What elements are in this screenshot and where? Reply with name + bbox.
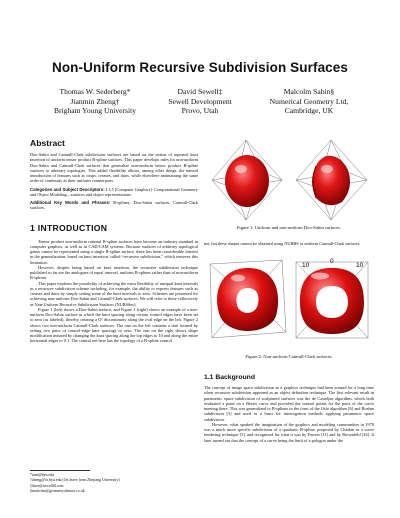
author-name: Jianmin Zheng† — [70, 96, 120, 106]
author-block-2 — [150, 87, 250, 116]
surface-left — [225, 155, 269, 207]
introduction-body — [30, 239, 198, 344]
knot-spacing-label: 10 — [302, 262, 310, 269]
background-section — [204, 374, 374, 443]
background-body — [204, 385, 374, 443]
footnote-rule — [30, 470, 90, 471]
author-location: Provo, Utah — [181, 106, 219, 116]
surface-dart-torus — [217, 268, 278, 331]
author-location: Cambridge, UK — [284, 106, 334, 116]
footnotes — [30, 470, 198, 494]
abstract-body — [30, 152, 198, 211]
right-column-continuation — [204, 241, 374, 246]
author-name: David Sewell‡ — [177, 87, 223, 96]
keywords-label: Additional Key Words and Phrases: — [30, 200, 111, 205]
author-block-3 — [254, 87, 364, 116]
footnote: †zheng@cs.byu.edu (On leave from Zhejiang University) — [30, 478, 120, 483]
author-name: Malcolm Sabin§ — [283, 87, 335, 96]
knot-spacing-label: 10 — [356, 262, 364, 269]
figure-2-caption: Figure 2: Non-uniform Catmull-Clark surfaces. — [245, 354, 333, 359]
left-column — [30, 138, 198, 344]
knot-spacing-label: 0 — [330, 258, 334, 265]
abstract-text: Doo-Sabin and Catmull-Clark subdivision surfaces are based on the notion of repeated knot insertion of uniform tensor product B-spline surfaces. This paper develops rules for non-uniform Doo-Sabin and Catmull-Clark surfaces that generalize non-uniform tensor product B-spline surfaces to arbitrary topologies. This added flexibility allows, among other things, the natural introduction of features such as cusps, creases, and darts, while elsewhere maintaining the same order of continuity as their uniform counterparts. — [30, 152, 198, 184]
paragraph: The concept of image space subdivision as a graphics technique had been around for a long time when recursive subdivision appeared as an object definition technique. The first relevant result in parametric space subdivision of sculptured surfaces was the de Casteljau algorithm, which both evaluated a point on a Bézier curve and provided the control points for the parts of the curve meeting there. This was generalized to B-splines in the form of the Oslo algorithm [6] and Boehm subdivision [3] and used as a basis for interrogation methods applying parametric space subdivision. — [204, 385, 374, 422]
keywords-line — [30, 200, 198, 211]
categories-text: I.3.5 [Computer Graphics]: Computational Geometry and Object Modeling—surfaces and object representations. — [30, 186, 198, 197]
author-affiliation: Sewell Development — [168, 96, 232, 106]
section-heading-background: 1.1 Background — [204, 374, 255, 381]
figure-1-caption: Figure 1: Uniform and non-uniform Doo-Sabin surfaces. — [236, 225, 342, 230]
paragraph: Tensor product non-uniform rational B-spline surfaces have become an industry standard in computer graphics, as well as in CAD/CAM systems. Because surfaces of arbitrary topological genus cannot be represented using a single B-spline surface, there has been considerable interest in the generalization, based on knot insertion, called “recursive subdivision,” which removes this limitation. — [30, 238, 198, 265]
paragraph: This paper explores the possibility of achieving the extra flexibility of unequal knot intervals in a recursive subdivision scheme including, for example, the ability to express features such as creases and darts by simply setting some of the knot intervals to zero. Schemes are presented for achieving non-uniform Doo-Sabin and Catmull-Clark surfaces. We will refer to these collectively as Non-Uniform Recursive Subdivision Surfaces (NURSSes). — [30, 280, 198, 307]
abstract-heading: Abstract — [30, 138, 65, 148]
figure-1-image — [204, 136, 374, 224]
author-name: Thomas W. Sederberg* — [59, 87, 131, 96]
categories-line — [30, 187, 198, 198]
paper-title: Non-Uniform Recursive Subdivision Surfaces — [51, 60, 348, 75]
paragraph: Figure 1 (left) shows a Doo-Sabin surface, and Figure 1 (right) shows an example of a non-uniform Doo-Sabin surface in which the knot spacing along certain control edges have been set to zero (as labeled), thereby creating a G¹ discontinuity along the oval edge on the left. Figure 2 shows two non-uniform Catmull-Clark surfaces. The one on the left contains a dart formed by setting two pairs of control-edge knot spacings to zero. The one on the right shows shape modification induced by changing the knot spacing along the top edges to 10 and along the entire horizontal edges to 0.1. The control net here has the topology of a B-spline control — [30, 306, 198, 344]
author-affiliation: Numerical Geometry Ltd, — [269, 96, 349, 106]
author-affiliation: Brigham Young University — [53, 106, 137, 116]
paragraph: However, what sparked the imagination of the graphics and modeling communities in 1978 was a much more specific subdivision of a quadratic B-spline, proposed by Chaikin as a curve rendering technique [5], and recognized for what it was by Forrest [11] and by Riesenfeld [26]. It later turned out that the concept of a curve being the limit of a polygon under the — [204, 421, 374, 443]
surface-right — [312, 156, 350, 205]
figure-2-image — [204, 254, 374, 350]
surface-modified-torus — [300, 268, 364, 334]
paragraph: net, but these shapes cannot be obtained using NURBS or uniform Catmull-Clark surfaces. — [204, 241, 361, 246]
keywords-text: B-splines, Doo-Sabin surfaces, Catmull-Clark surfaces. — [30, 200, 199, 211]
footnote: *tom@byu.edu — [30, 473, 55, 477]
categories-label: Categories and Subject Descriptors: — [30, 186, 105, 192]
footnote: ‡dave@sewelldl.com — [30, 483, 64, 488]
footnote: §malcolm@geometry.demon.co.uk — [30, 488, 85, 493]
paragraph: However, despite being based on knot insertion, the recursive subdivision technique published so far are the analogues of equal interval, uniform B-splines rather than of non-uniform B-splines. — [30, 264, 198, 281]
section-heading-introduction: 1 INTRODUCTION — [30, 222, 108, 233]
author-block-1 — [40, 87, 150, 116]
